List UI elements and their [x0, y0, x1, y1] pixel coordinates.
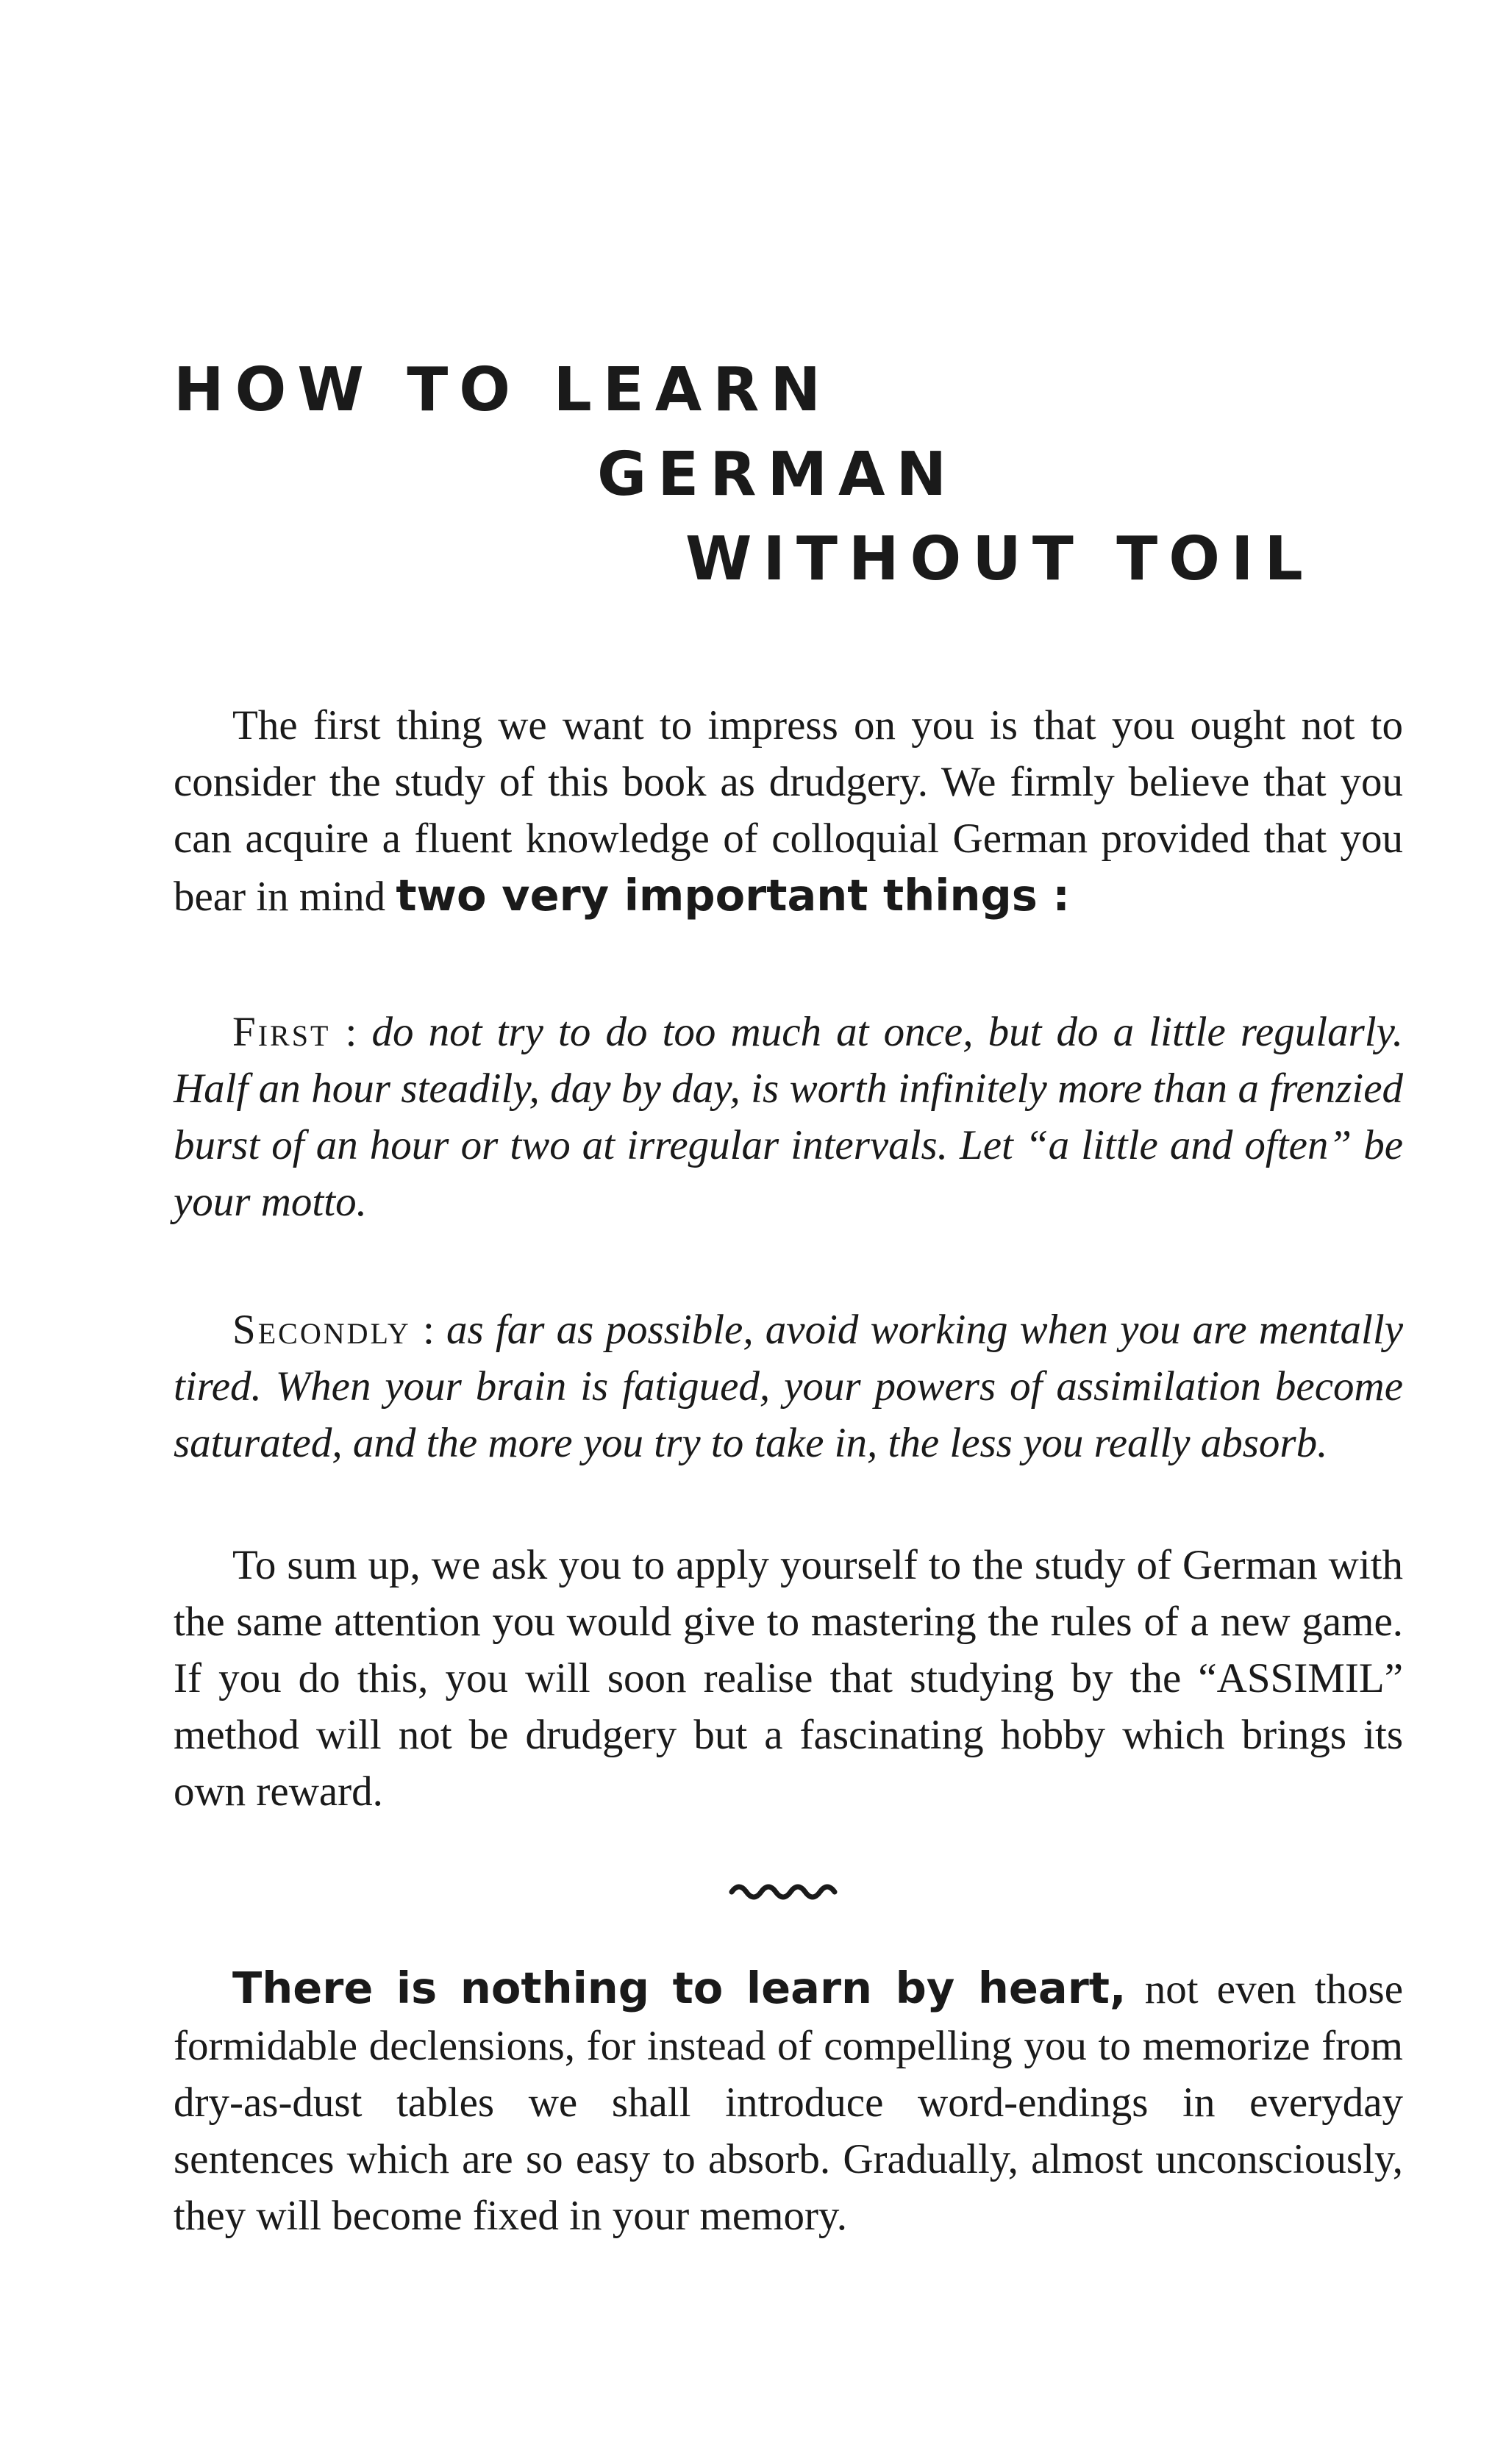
- paragraph-nothing-to-learn: [174, 1960, 1403, 2244]
- paragraph-first-text: do not try to do too much at once, but do a little regularly. Half an hour steadily, day by day, is worth infinitely more than a frenzied burst of an hour or two at irregular intervals. Let “a little and often” be your motto.: [174, 1009, 1404, 1225]
- paragraph-sum-up-text: To sum up, we ask you to apply yourself to the study of German with the same attention you would give to mastering the rules of a new game. If you do this, you will soon realise that studying by the “ASSIMIL” method will not be drudgery but a fascinating hobby which brings its own reward.: [174, 1542, 1403, 1815]
- title-line-2: GERMAN: [597, 440, 958, 510]
- title-line-3: WITHOUT TOIL: [685, 524, 1314, 594]
- paragraph-secondly-text: as far as possible, avoid working when you are mentally tired. When your brain is fatigued, your powers of assimilation become saturated, and the more you try to take in, the less you really absorb.: [174, 1307, 1403, 1466]
- paragraph-nothing-to-learn-text: not even those formidable declensions, for instead of compelling you to memorize from dry-as-dust tables we shall introduce word-endings in everyday sentences which are so easy to absorb. Gradually, almost unconsciously, they will become fixed in your memory.: [174, 1966, 1403, 2239]
- paragraph-first-separator: :: [330, 1009, 372, 1055]
- paragraph-intro-emphasis: two very important things :: [396, 870, 1070, 921]
- paragraph-secondly: [174, 1301, 1403, 1471]
- paragraph-sum-up: [174, 1537, 1403, 1820]
- paragraph-secondly-separator: :: [410, 1307, 447, 1353]
- squiggle-ornament-icon: [728, 1879, 838, 1901]
- paragraph-first: [174, 1004, 1403, 1230]
- paragraph-nothing-to-learn-emphasis: There is nothing to learn by heart,: [232, 1963, 1127, 2013]
- paragraph-secondly-lead: Secondly: [232, 1307, 411, 1353]
- title-line-1: HOW TO LEARN: [174, 355, 832, 425]
- paragraph-intro-text: The first thing we want to impress on you is that you ought not to consider the study of this book as drudgery. We firmly believe that you can acquire a fluent knowledge of colloquial German provided that you bear in mind: [174, 702, 1403, 920]
- paragraph-first-lead: First: [232, 1009, 331, 1055]
- paragraph-intro: [174, 697, 1403, 925]
